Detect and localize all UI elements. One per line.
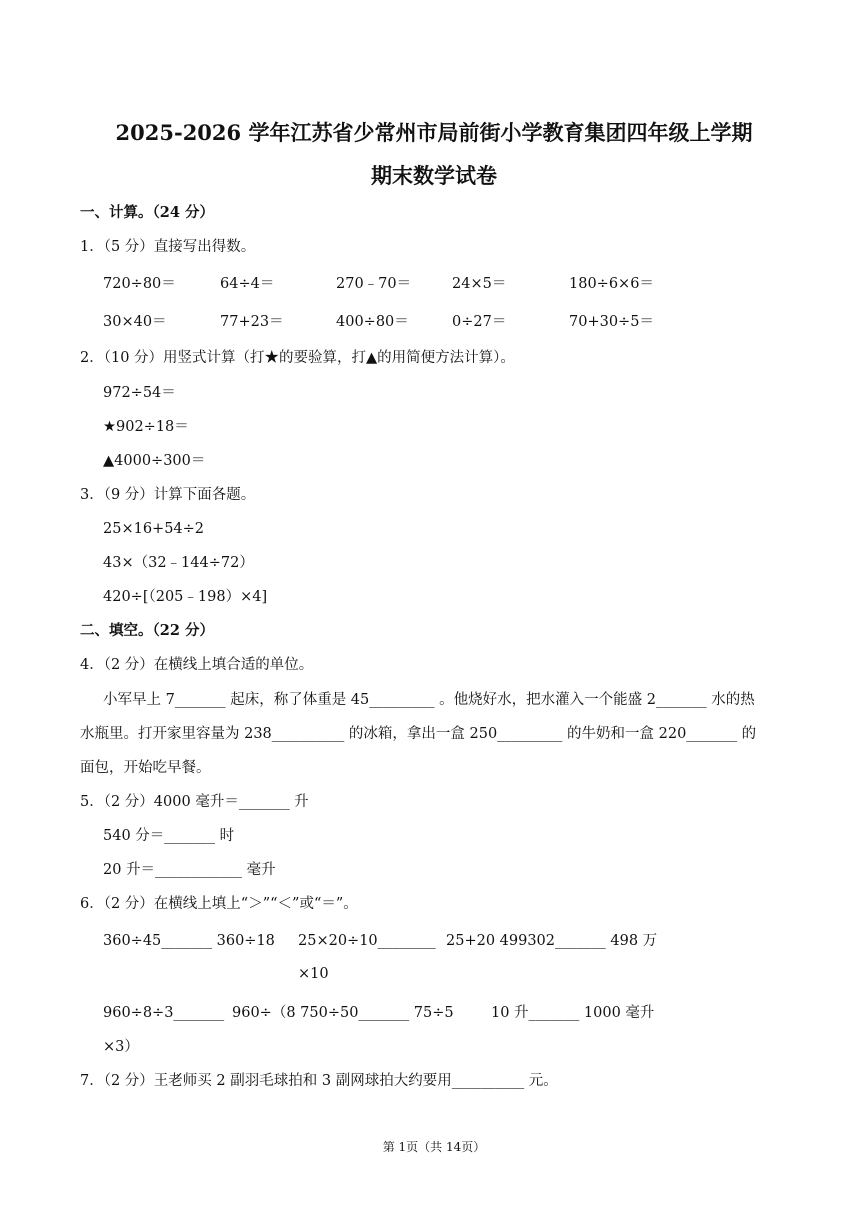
question-3-label: 3．（9 分）计算下面各题。 <box>80 487 256 503</box>
q6-row1-col2-wrap: ×10 <box>298 966 329 982</box>
q1-row2-item3: 400÷80＝ <box>336 314 409 330</box>
q6-row1-col2: 25×20÷10________ <box>298 933 436 949</box>
q1-row1-item4: 24×5＝ <box>452 276 507 292</box>
section-heading-fill-blank: 二、填空。（22 分） <box>80 622 214 639</box>
page-footer: 第 1页（共 14页） <box>382 1140 486 1154</box>
question-2-label: 2．（10 分）用竖式计算（打★的要验算，打▲的用简便方法计算）。 <box>80 350 515 366</box>
q1-row1-item1: 720÷80＝ <box>103 276 176 292</box>
question-1-label: 1．（5 分）直接写出得数。 <box>80 239 256 255</box>
q1-row2-item4: 0÷27＝ <box>452 314 507 330</box>
q6-row1-col1: 360÷45_______ 360÷18 <box>103 933 275 949</box>
q6-row2-col1: 960÷8÷3_______ <box>103 1005 225 1021</box>
exam-title-line1: 2025-2026 学年江苏省少常州市局前街小学教育集团四年级上学期 <box>115 120 753 145</box>
q1-row1-item5: 180÷6×6＝ <box>569 276 654 292</box>
q5-item2: 20 升＝____________ 毫升 <box>103 862 276 878</box>
q1-row1-item3: 270﹣70＝ <box>336 276 412 292</box>
q3-item2: 43×（32﹣144÷72） <box>103 555 254 571</box>
q6-row2-col3: 10 升_______ 1000 毫升 <box>491 1005 655 1021</box>
question-6-label: 6．（2 分）在横线上填上“＞”“＜”或“＝”。 <box>80 896 358 912</box>
exam-title-line2: 期末数学试卷 <box>371 163 497 188</box>
q6-row1-col3: 25+20 499302_______ 498 万 <box>446 933 658 949</box>
q2-item2: ★902÷18＝ <box>103 419 189 435</box>
question-5-label: 5．（2 分）4000 毫升＝_______ 升 <box>80 794 309 810</box>
question-7-label: 7．（2 分）王老师买 2 副羽毛球拍和 3 副网球拍大约要用__________ 元。 <box>80 1073 558 1089</box>
q1-row2-item2: 77+23＝ <box>220 314 284 330</box>
q2-item3: ▲4000÷300＝ <box>103 453 206 469</box>
q3-item1: 25×16+54÷2 <box>103 521 205 537</box>
q4-text-line2: 水瓶里。打开家里容量为 238__________ 的冰箱，拿出一盒 250_________ 的牛奶和一盒 220_______ 的 <box>80 726 757 742</box>
q1-row2-item1: 30×40＝ <box>103 314 167 330</box>
q2-item1: 972÷54＝ <box>103 385 176 401</box>
q5-item1: 540 分＝_______ 时 <box>103 828 235 844</box>
section-heading-calculation: 一、计算。（24 分） <box>80 204 214 221</box>
q3-item3: 420÷[（205﹣198）×4] <box>103 589 268 605</box>
q1-row1-item2: 64÷4＝ <box>220 276 275 292</box>
q4-text-line1: 小军早上 7_______ 起床，称了体重是 45_________ 。他烧好水，把水灌入一个能盛 2_______ 水的热 <box>103 692 755 708</box>
q1-row2-item5: 70+30÷5＝ <box>569 314 654 330</box>
q4-text-line3: 面包，开始吃早餐。 <box>80 760 211 776</box>
q6-row2-col1-wrap: ×3） <box>103 1039 139 1055</box>
question-4-label: 4．（2 分）在横线上填合适的单位。 <box>80 657 314 673</box>
q6-row2-col2: 960÷（8 750÷50_______ 75÷5 <box>232 1005 454 1021</box>
